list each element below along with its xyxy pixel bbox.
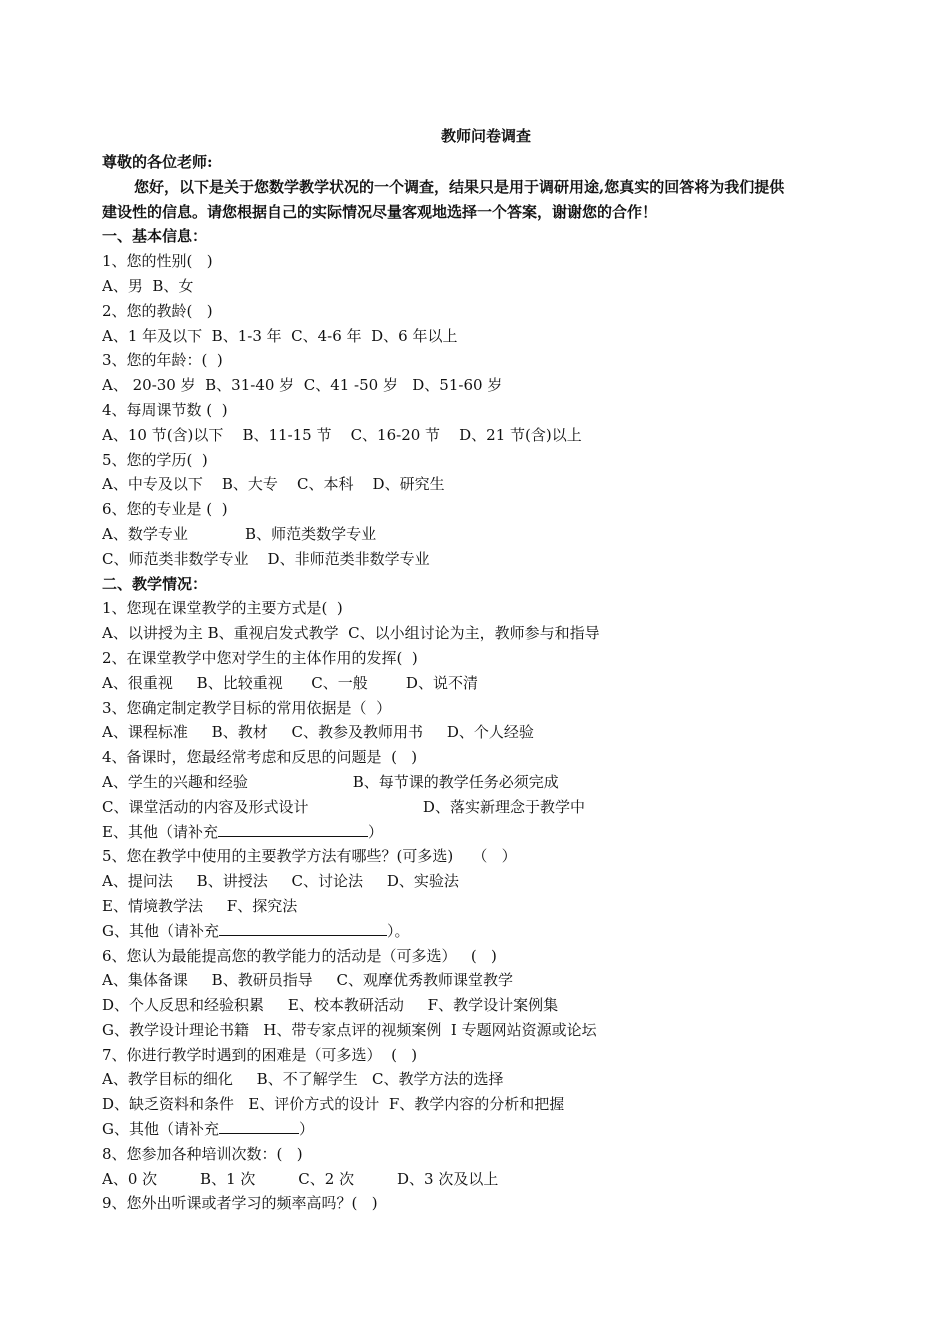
options-line: A、很重视 B、比较重视 C、一般 D、说不清: [102, 673, 478, 692]
options-line: E、情境教学法 F、探究法: [102, 896, 298, 915]
question-line: 6、您认为最能提高您的教学能力的活动是（可多选） ( ): [102, 946, 497, 965]
q7-other-suffix: ）: [298, 1120, 314, 1139]
question-line: 5、您在教学中使用的主要教学方法有哪些？(可多选) （ ）: [102, 847, 517, 866]
q5-other-line: [102, 919, 870, 944]
options-line: A、学生的兴趣和经验 B、每节课的教学任务必须完成: [102, 772, 559, 791]
q7-other-prefix: G、其他（请补充: [102, 1120, 219, 1139]
q4-other-prefix: E、其他（请补充: [102, 822, 218, 841]
options-line: D、缺乏资料和条件 E、评价方式的设计 F、教学内容的分析和把握: [102, 1095, 565, 1114]
question-line: 4、备课时，您最经常考虑和反思的问题是 ( ): [102, 748, 418, 767]
question-line: 5、您的学历( ): [102, 450, 208, 469]
question-line: 4、每周课节数 ( ): [102, 400, 228, 419]
section-heading-teaching: 二、教学情况：: [102, 574, 208, 593]
options-line: A、数学专业 B、师范类数学专业: [102, 524, 377, 543]
intro-line-2: 建设性的信息。请您根据自己的实际情况尽量客观地选择一个答案，谢谢您的合作！: [102, 202, 658, 221]
options-line: A、集体备课 B、教研员指导 C、观摩优秀教师课堂教学: [102, 971, 514, 990]
question-line: 6、您的专业是 ( ): [102, 500, 228, 519]
q4-other-blank[interactable]: [218, 820, 368, 837]
question-line: 2、在课堂教学中您对学生的主体作用的发挥( ): [102, 648, 418, 667]
options-line: A、0 次 B、1 次 C、2 次 D、3 次及以上: [102, 1169, 499, 1188]
options-line: A、以讲授为主 B、重视启发式教学 C、以小组讨论为主，教师参与和指导: [102, 624, 600, 643]
options-line: G、教学设计理论书籍 H、带专家点评的视频案例 I 专题网站资源或论坛: [102, 1020, 597, 1039]
options-line: C、师范类非数学专业 D、非师范类非数学专业: [102, 549, 430, 568]
question-line: 1、您现在课堂教学的主要方式是( ): [102, 599, 343, 618]
options-line: A、提问法 B、讲授法 C、讨论法 D、实验法: [102, 872, 459, 891]
q7-other-blank[interactable]: [219, 1117, 299, 1134]
options-line: A、 20-30 岁 B、31-40 岁 C、41 -50 岁 D、51-60 岁: [102, 376, 503, 395]
greeting: 尊敬的各位老师:: [102, 153, 213, 171]
options-line: A、课程标准 B、教材 C、教参及教师用书 D、个人经验: [102, 723, 534, 742]
document-title: 教师问卷调查: [440, 127, 531, 145]
options-line: C、课堂活动的内容及形式设计 D、落实新理念于教学中: [102, 797, 585, 816]
options-line: A、10 节(含)以下 B、11-15 节 C、16-20 节 D、21 节(含)以上: [102, 425, 582, 444]
q7-other-line: [102, 1117, 870, 1142]
question-line: 1、您的性别( ): [102, 252, 213, 271]
options-line: A、中专及以下 B、大专 C、本科 D、研究生: [102, 475, 445, 494]
q5-other-suffix: ）。: [386, 921, 410, 940]
options-line: A、1 年及以下 B、1-3 年 C、4-6 年 D、6 年以上: [102, 326, 458, 345]
q5-other-blank[interactable]: [219, 919, 387, 936]
options-line: A、男 B、女: [102, 276, 194, 295]
question-line: 9、您外出听课或者学习的频率高吗？( ): [102, 1194, 378, 1213]
q5-other-prefix: G、其他（请补充: [102, 921, 219, 940]
question-line: 3、您的年龄：( ): [102, 351, 223, 370]
question-line: 7、你进行教学时遇到的困难是（可多选） ( ): [102, 1045, 418, 1064]
q4-other-line: [102, 820, 870, 845]
question-line: 2、您的教龄( ): [102, 301, 213, 320]
question-line: 8、您参加各种培训次数：( ): [102, 1144, 303, 1163]
options-line: A、教学目标的细化 B、不了解学生 C、教学方法的选择: [102, 1070, 504, 1089]
section-heading-basic-info: 一、基本信息：: [102, 227, 208, 246]
options-line: D、个人反思和经验积累 E、校本教研活动 F、教学设计案例集: [102, 996, 559, 1015]
q4-other-suffix: ）: [367, 822, 383, 841]
intro-line-1: 您好，以下是关于您数学教学状况的一个调查，结果只是用于调研用途,您真实的回答将为我们提供: [134, 177, 785, 196]
question-line: 3、您确定制定教学目标的常用依据是（ ）: [102, 698, 392, 717]
